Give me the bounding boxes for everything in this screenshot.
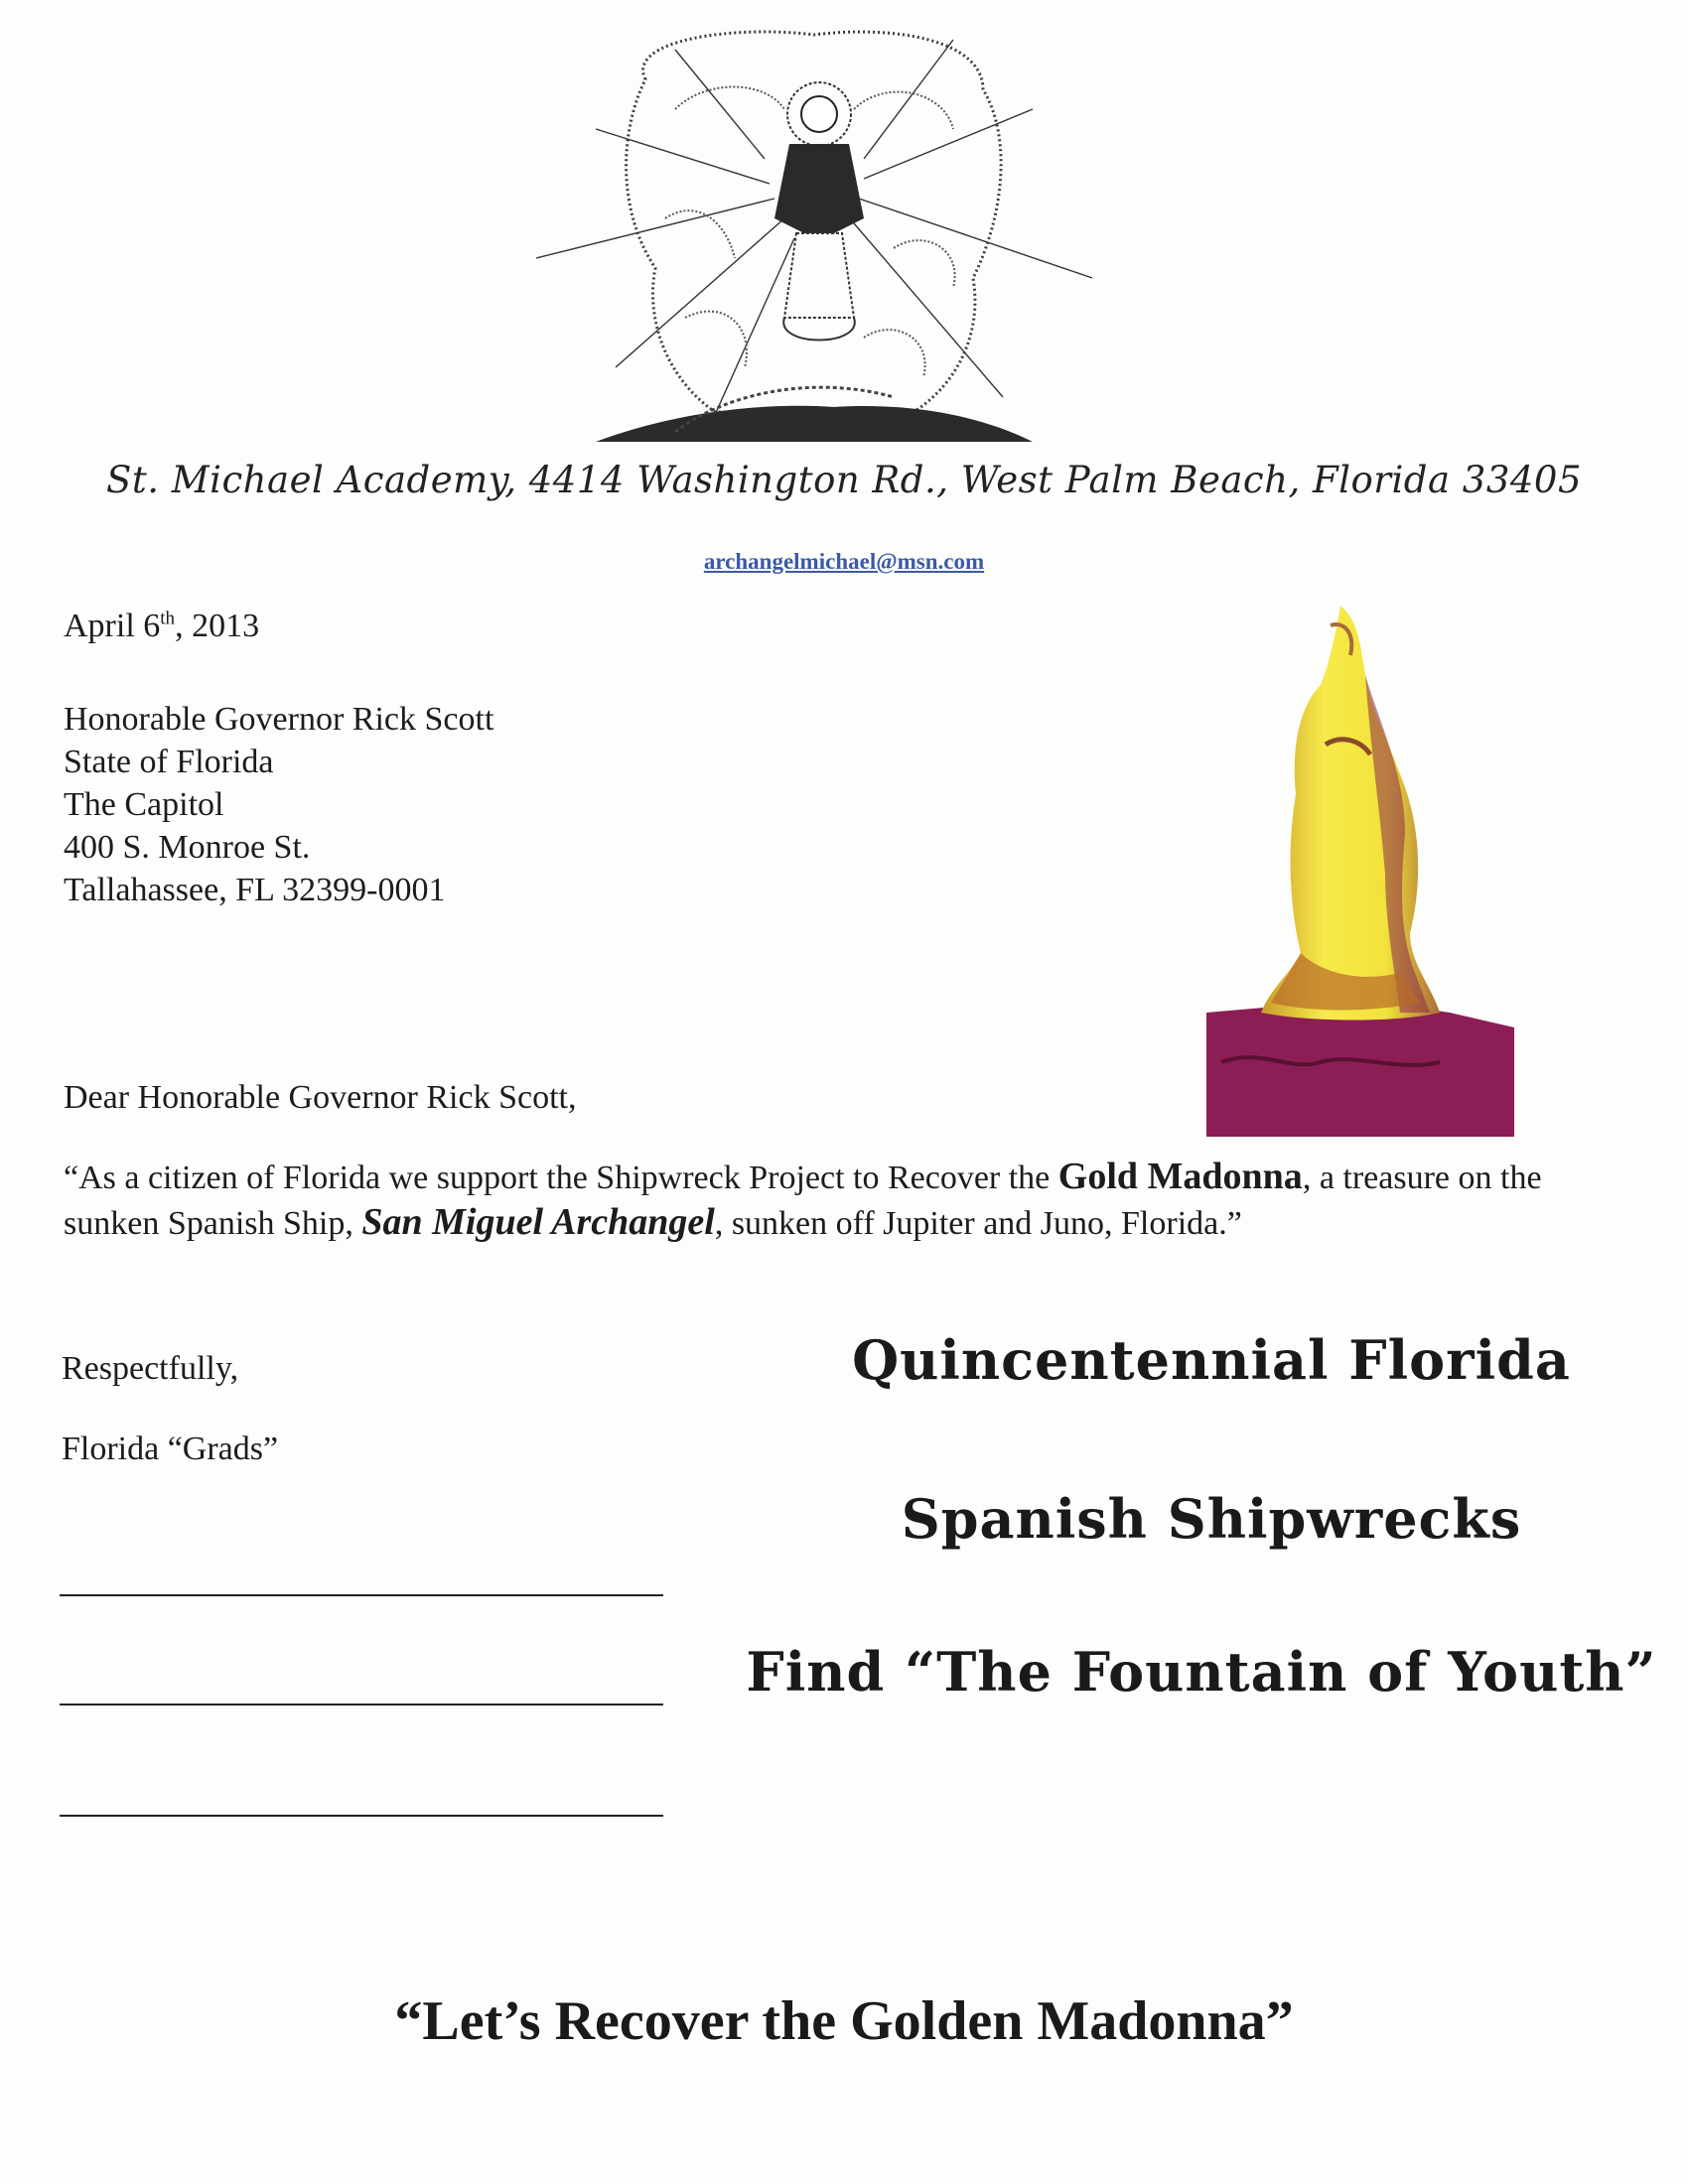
signature-line [60, 1815, 663, 1817]
recipient-line: Tallahassee, FL 32399-0001 [64, 872, 446, 908]
signer: Florida “Grads” [62, 1431, 279, 1467]
signature-line [60, 1594, 663, 1596]
golden-madonna-image [1201, 596, 1519, 1137]
date-suffix: th [160, 608, 176, 629]
slogan-line-2: Spanish Shipwrecks [901, 1487, 1522, 1551]
ship-name-text: San Miguel Archangel [361, 1201, 715, 1243]
recipient-line: 400 S. Monroe St. [64, 829, 311, 866]
body-part-3: , sunken off Jupiter and Juno, Florida.” [714, 1205, 1242, 1242]
salutation: Dear Honorable Governor Rick Scott, [64, 1079, 577, 1116]
recipient-line: State of Florida [64, 744, 274, 780]
letter-date [64, 608, 259, 645]
slogan-line-1: Quincentennial Florida [852, 1328, 1571, 1392]
letter-body [64, 1155, 1563, 1246]
recipient-line: Honorable Governor Rick Scott [64, 701, 494, 738]
st-michael-engraving [536, 20, 1092, 447]
footer-tagline: “Let’s Recover the Golden Madonna” [394, 1990, 1294, 2052]
letterhead-address: St. Michael Academy, 4414 Washington Rd., West Palm Beach, Florida 33405 [106, 459, 1582, 501]
slogan-line-3: Find “The Fountain of Youth” [746, 1640, 1657, 1704]
recipient-line: The Capitol [64, 786, 224, 823]
date-prefix: April 6 [64, 608, 161, 644]
gold-madonna-text: Gold Madonna [1057, 1156, 1303, 1197]
signature-line [60, 1704, 663, 1706]
recipient-address [64, 698, 493, 911]
body-part-1: “As a citizen of Florida we support the Shipwreck Project to Recover the [64, 1160, 1058, 1196]
date-year: , 2013 [175, 608, 260, 644]
email-link[interactable]: archangelmichael@msn.com [703, 549, 985, 574]
closing: Respectfully, [62, 1350, 239, 1387]
body-part-2: , a treasure on the sunken Spanish Ship, [64, 1160, 1542, 1242]
